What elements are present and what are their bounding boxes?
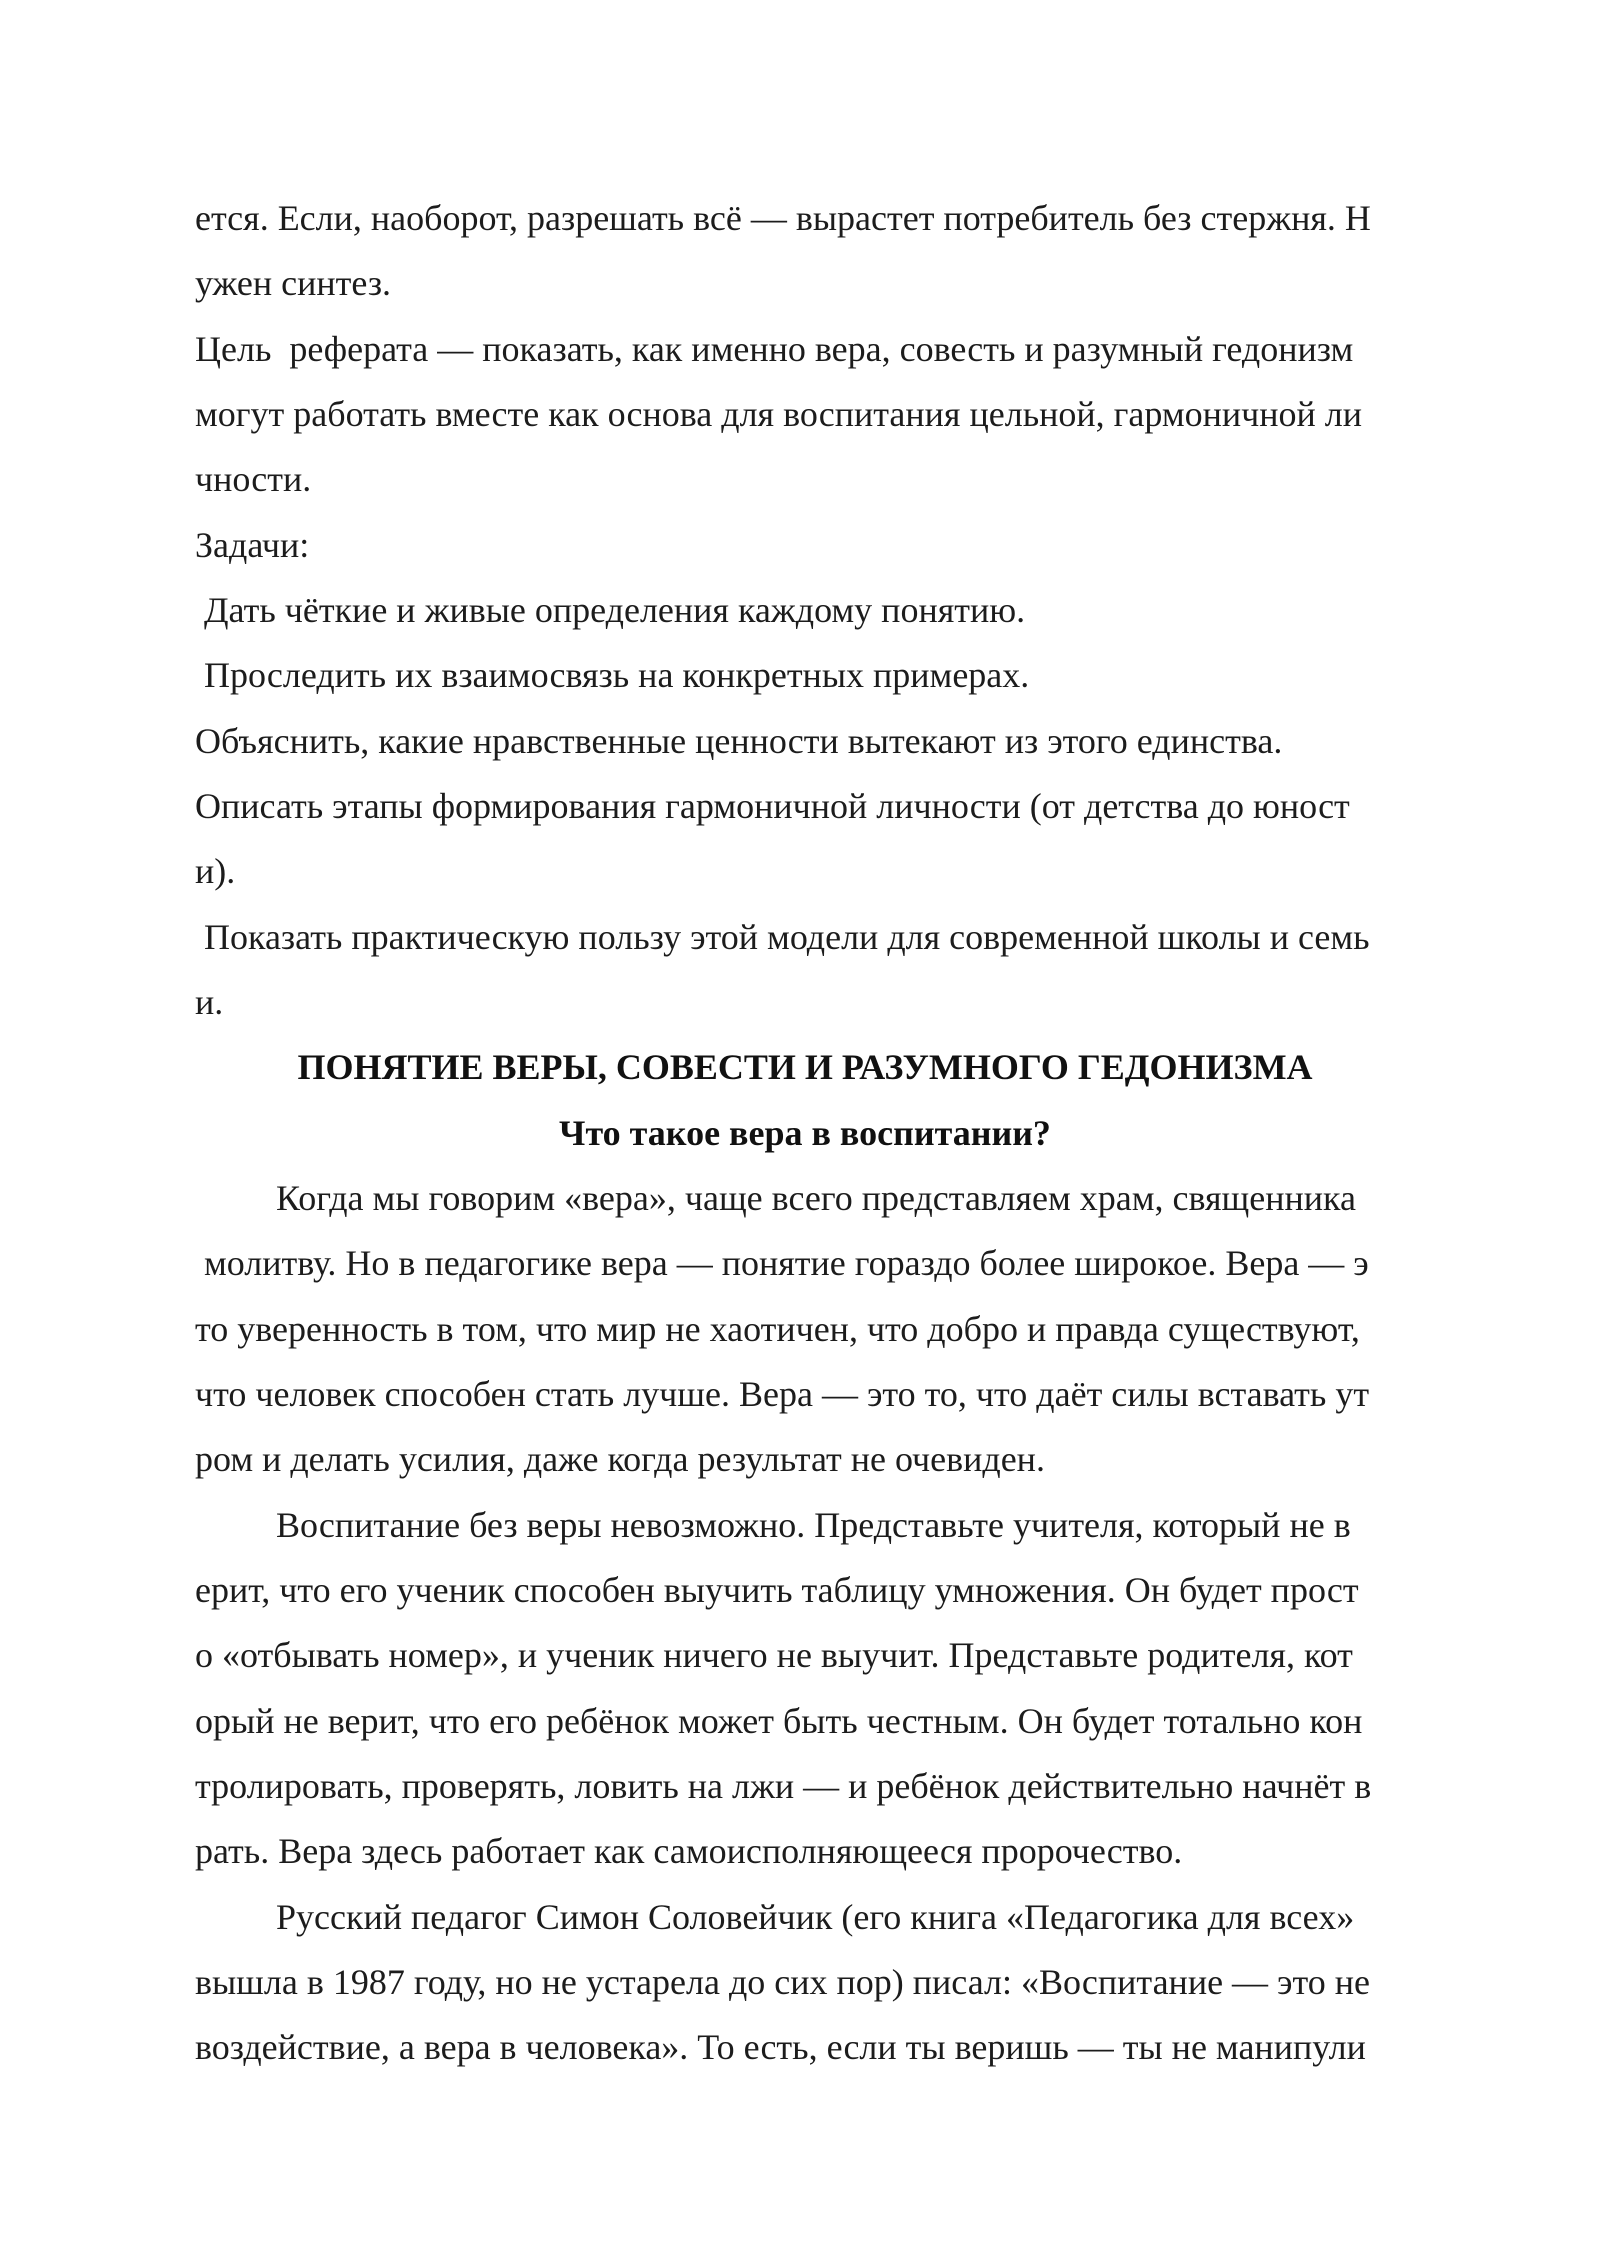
task-item: Показать практическую пользу этой модели для современной школы и семь — [195, 917, 1370, 957]
section-title: ПОНЯТИЕ ВЕРЫ, СОВЕСТИ И РАЗУМНОГО ГЕДОНИЗМА — [297, 1047, 1313, 1087]
body-line: Когда мы говорим «вера», чаще всего представляем храм, священника — [195, 1178, 1356, 1218]
task-item-continuation: и. — [195, 982, 224, 1022]
text-line: ется. Если, наоборот, разрешать всё — вырастет потребитель без стержня. Н — [195, 198, 1371, 238]
body-line: то уверенность в том, что мир не хаотичен, что добро и правда существуют, — [195, 1309, 1360, 1349]
body-line: ерит, что его ученик способен выучить таблицу умножения. Он будет прост — [195, 1570, 1359, 1610]
body-line: что человек способен стать лучше. Вера — это то, что даёт силы вставать ут — [195, 1374, 1370, 1414]
task-item: Описать этапы формирования гармоничной личности (от детства до юност — [195, 786, 1350, 826]
subsection-title: Что такое вера в воспитании? — [559, 1113, 1051, 1153]
text-line: ужен синтез. — [195, 263, 392, 303]
body-line: рать. Вера здесь работает как самоисполняющееся пророчество. — [195, 1831, 1183, 1871]
tasks-label: Задачи: — [195, 525, 310, 565]
body-line: Русский педагог Симон Соловейчик (его книга «Педагогика для всех» — [195, 1897, 1355, 1937]
task-item: Дать чёткие и живые определения каждому понятию. — [195, 590, 1026, 630]
body-line: орый не верит, что его ребёнок может быть честным. Он будет тотально кон — [195, 1701, 1363, 1741]
task-item: Проследить их взаимосвязь на конкретных примерах. — [195, 655, 1030, 695]
text-line: Цель реферата — показать, как именно вера, совесть и разумный гедонизм — [195, 329, 1354, 369]
body-line: Воспитание без веры невозможно. Представьте учителя, который не в — [195, 1505, 1351, 1545]
task-item: Объяснить, какие нравственные ценности вытекают из этого единства. — [195, 721, 1283, 761]
body-line: тролировать, проверять, ловить на лжи — и ребёнок действительно начнёт в — [195, 1766, 1372, 1806]
task-item-continuation: и). — [195, 851, 236, 891]
text-line: могут работать вместе как основа для воспитания цельной, гармоничной ли — [195, 394, 1363, 434]
text-line: чности. — [195, 459, 312, 499]
body-line: воздействие, а вера в человека». То есть, если ты веришь — ты не манипули — [195, 2027, 1366, 2067]
body-line: о «отбывать номер», и ученик ничего не выучит. Представьте родителя, кот — [195, 1635, 1353, 1675]
body-line: молитву. Но в педагогике вера — понятие гораздо более широкое. Вера — э — [195, 1243, 1369, 1283]
body-line: ром и делать усилия, даже когда результат не очевиден. — [195, 1439, 1045, 1479]
body-line: вышла в 1987 году, но не устарела до сих пор) писал: «Воспитание — это не — [195, 1962, 1371, 2002]
